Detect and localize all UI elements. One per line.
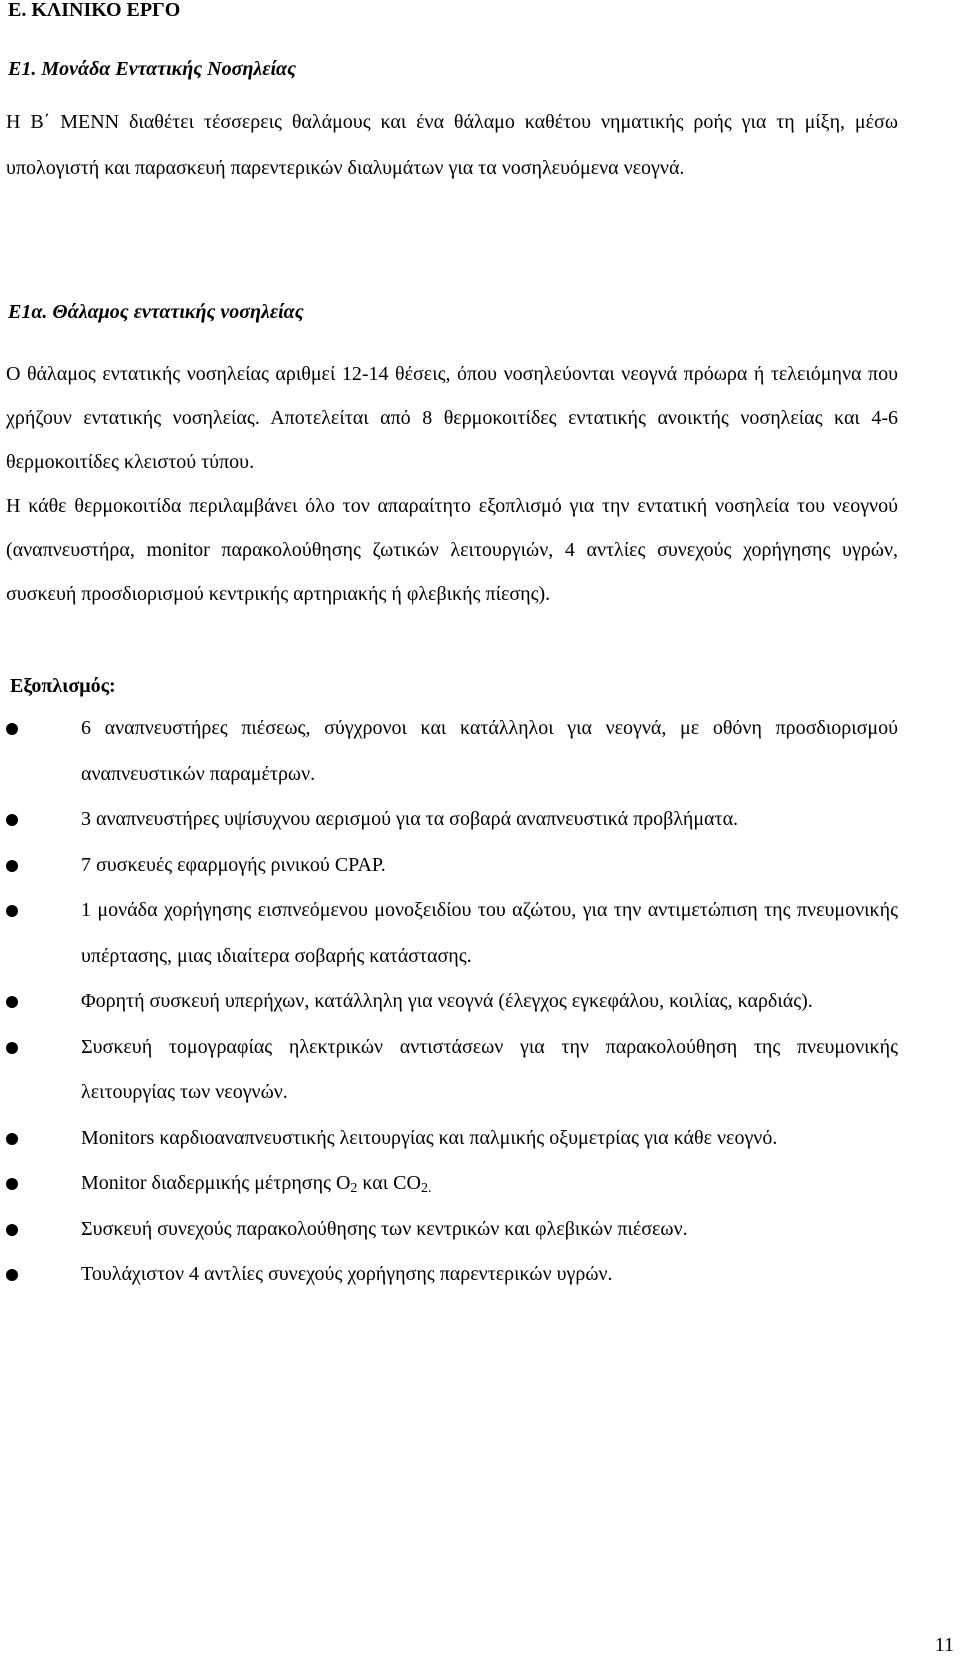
subsection-heading (8, 298, 304, 326)
equipment-item: 6 αναπνευστήρες πιέσεως, σύγχρονοι και κατάλληλοι για νεογνά, με οθόνη προσδιορισμού αναπνευστικών παραμέτρων. (6, 706, 898, 797)
bullet-icon (6, 814, 18, 826)
bullet-icon (6, 723, 18, 735)
equipment-heading: Εξοπλισμός: (10, 675, 116, 697)
section-heading: Ε. ΚΛΙΝΙΚΟ ΕΡΓΟ (8, 0, 181, 21)
equipment-item: 3 αναπνευστήρες υψίσυχνου αερισμού για τα σοβαρά αναπνευστικά προβλήματα. (6, 797, 898, 843)
equipment-item: Monitors καρδιοαναπνευστικής λειτουργίας και παλμικής οξυμετρίας για κάθε νεογνό. (6, 1116, 898, 1162)
equipment-item: Συσκευή συνεχούς παρακολούθησης των κεντρικών και φλεβικών πιέσεων. (6, 1207, 898, 1253)
equipment-item: 7 συσκευές εφαρμογής ρινικού CPAP. (6, 843, 898, 889)
equipment-item: 1 μονάδα χορήγησης εισπνεόμενου μονοξειδίου του αζώτου, για την αντιμετώπιση της πνευμονικής υπέρτασης, μιας ιδιαίτερα σοβαρής κατάστασης. (6, 888, 898, 979)
unit-heading: Ε1. Μονάδα Εντατικής Νοσηλείας (8, 58, 296, 80)
ward-paragraph-1: Ο θάλαμος εντατικής νοσηλείας αριθμεί 12-14 θέσεις, όπου νοσηλεύονται νεογνά πρόωρα ή τελειόμηνα που χρήζουν εντατικής νοσηλείας. Αποτελείται από 8 θερμοκοιτίδες εντατικής ανοικτής νοσηλείας και 4-6 θερμοκοιτίδες κλειστού τύπου. (6, 363, 898, 473)
equipment-item: Φορητή συσκευή υπερήχων, κατάλληλη για νεογνά (έλεγχος εγκεφάλου, κοιλίας, καρδιάς). (6, 979, 898, 1025)
bullet-icon (6, 905, 18, 917)
equipment-list (6, 706, 898, 1298)
bullet-icon (6, 1178, 18, 1190)
equipment-item: Συσκευή τομογραφίας ηλεκτρικών αντιστάσεων για την παρακολούθηση της πνευμονικής λειτουργίας των νεογνών. (6, 1025, 898, 1116)
intro-paragraph: Η Β΄ ΜΕΝΝ διαθέτει τέσσερεις θαλάμους και ένα θάλαμο καθέτου νηματικής ροής για τη μίξη, μέσω υπολογιστή και παρασκευή παρεντερικών διαλυμάτων για τα νοσηλευόμενα νεογνά. (6, 111, 898, 180)
bullet-icon (6, 1269, 18, 1281)
bullet-icon (6, 860, 18, 872)
equipment-item-monitor: Monitor διαδερμικής μέτρησης $O_2$ και $CO_{2.}$ (6, 1161, 898, 1207)
bullet-icon (6, 1042, 18, 1054)
ward-paragraph-2: Η κάθε θερμοκοιτίδα περιλαμβάνει όλο τον απαραίτητο εξοπλισμό για την εντατική νοσηλεία του νεογνού (αναπνευστήρα, monitor παρακολούθησης ζωτικών λειτουργιών, 4 αντλίες συνεχούς χορήγησης υγρών, συσκευή προσδιορισμού κεντρικής αρτηριακής ή φλεβικής πίεσης). (6, 495, 898, 605)
page-number: 11 (934, 1634, 954, 1656)
subsection-label: Ε1α. (8, 301, 48, 323)
equipment-item: Τουλάχιστον 4 αντλίες συνεχούς χορήγησης παρεντερικών υγρών. (6, 1252, 898, 1298)
subsection-title: Θάλαμος εντατικής νοσηλείας (52, 301, 304, 323)
bullet-icon (6, 996, 18, 1008)
bullet-icon (6, 1224, 18, 1236)
bullet-icon (6, 1133, 18, 1145)
